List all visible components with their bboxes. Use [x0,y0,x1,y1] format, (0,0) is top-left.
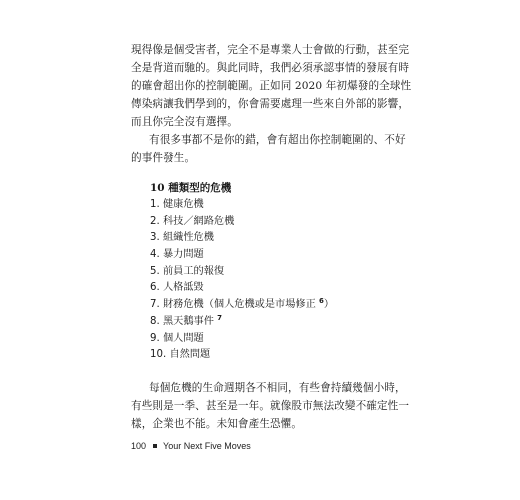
paragraph-line: 全是背道而馳的。與此同時，我們必須承認事情的發展有時 [131,62,410,74]
list-item: 4. 暴力問題 [150,249,204,261]
list-item: 8. 黑天鵝事件 $^7$ [150,313,223,327]
paragraph-crisis-lifecycle [131,379,410,433]
paragraph-line: 的確會超出你的控制範圍。正如同 2020 年初爆發的全球性 [131,80,412,92]
list-item: 2. 科技／網路危機 [150,215,235,227]
paragraph-line: 的事件發生。 [131,152,196,164]
paragraph-line: 現得像是個受害者，完全不是專業人士會做的行動，甚至完 [131,44,410,56]
list-item: 7. 財務危機（個人危機或是市場修正 $^6$） [150,297,335,311]
footnote-marker: 7 [217,313,223,322]
separator-square-icon [153,444,157,448]
footnote-marker: 6 [319,297,324,306]
list-item: 6. 人格詆毀 [150,282,204,294]
list-item: 5. 前員工的報復 [150,265,225,277]
page-footer [131,441,251,451]
paragraph-not-your-fault [131,131,406,167]
crisis-list-title: 10 種類型的危機 [150,182,232,194]
crisis-list [150,197,334,364]
list-item: 9. 個人問題 [150,332,204,344]
paragraph-line: 而且你完全沒有選擇。 [131,116,238,128]
paragraph-line: 有些則是一季、甚至是一年。就像股市無法改變不確定性一 [131,400,410,412]
paragraph-line: 有很多事都不是你的錯，會有超出你控制範圍的、不好 [149,134,406,146]
page-number: 100 [131,441,147,451]
paragraph-line: 樣，企業也不能。未知會產生恐懼。 [131,418,303,430]
paragraph-continuation [131,41,412,131]
paragraph-line: 傳染病讓我們學到的，你會需要處理一些來自外部的影響， [131,98,410,110]
list-item: 10. 自然問題 [150,349,211,361]
paragraph-line: 每個危機的生命週期各不相同，有些會持續幾個小時， [149,382,406,394]
list-item: 3. 組織性危機 [150,232,214,244]
list-item: 1. 健康危機 [150,199,204,210]
book-title: Your Next Five Moves [163,441,251,451]
